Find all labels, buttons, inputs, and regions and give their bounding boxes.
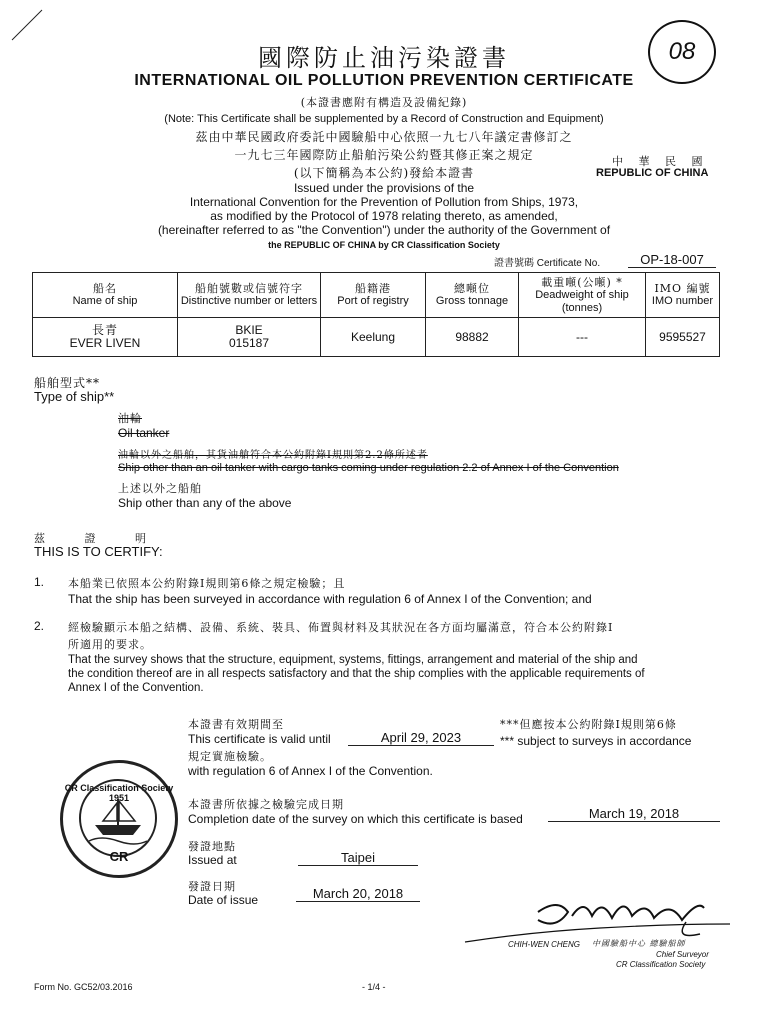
ship-type-oil-tanker-chinese: 油輪 [118, 412, 142, 425]
issued-at-value: Taipei [298, 850, 418, 866]
completion-date-value: March 19, 2018 [548, 806, 720, 822]
ship-type-other-english: Ship other than any of the above [118, 496, 292, 510]
issue-chinese-3: (以下簡稱為本公約)發給本證書 [293, 166, 475, 180]
note-chinese: (本證書應附有構造及設備紀錄) [300, 96, 468, 109]
item-2-number: 2. [34, 619, 45, 633]
item-1-chinese: 本船業已依照本公約附錄I規則第6條之規定檢驗；且 [68, 577, 346, 590]
page-number: - 1/4 - [362, 982, 386, 992]
title-english: INTERNATIONAL OIL POLLUTION PREVENTION CERTIFICATE [134, 72, 634, 89]
date-of-issue-value: March 20, 2018 [296, 886, 420, 902]
header-imo-number: IMO 編號 IMO number [646, 273, 720, 318]
issue-english-5: the REPUBLIC OF CHINA by CR Classification Society [268, 240, 500, 250]
ship-type-label-chinese: 船舶型式** [34, 376, 101, 390]
issue-english-3: as modified by the Protocol of 1978 relating thereto, as amended, [210, 209, 558, 223]
ship-type-other-chinese: 上述以外之船舶 [118, 482, 202, 495]
completion-date-chinese: 本證書所依據之檢驗完成日期 [188, 798, 344, 811]
ship-type-cargo-tanks-english: Ship other than an oil tanker with cargo tanks coming under regulation 2.2 of Annex I of the Convention [118, 462, 619, 474]
cell-imo: 9595527 [646, 318, 720, 357]
handwritten-number: 08 [668, 38, 696, 65]
header-name-of-ship: 船名 Name of ship [33, 273, 178, 318]
note-english: (Note: This Certificate shall be supplemented by a Record of Construction and Equipment) [164, 113, 604, 125]
form-number: Form No. GC52/03.2016 [34, 982, 133, 992]
ship-type-cargo-tanks-chinese: 油輪以外之船舶，其貨油艙符合本公約附錄I規則第2.2條所述者 [118, 450, 428, 461]
seal-center-text: CR [109, 849, 129, 864]
item-2-english-3: Annex I of the Convention. [68, 682, 204, 694]
ship-type-oil-tanker-english: Oil tanker [118, 426, 170, 440]
item-2-english-2: the condition thereof are in all respects satisfactory and that the ship complies with the applicable requirements of [68, 668, 645, 680]
signatory-title: Chief Surveyor [656, 950, 709, 959]
regulation-english: with regulation 6 of Annex I of the Convention. [188, 764, 433, 778]
issue-chinese-2: 一九七三年國際防止船舶污染公約暨其修正案之規定 [234, 148, 534, 162]
handwritten-number-circle [648, 20, 716, 84]
cell-ship-name: 長青 EVER LIVEN [33, 318, 178, 357]
valid-until-english: This certificate is valid until [188, 732, 331, 746]
signatory-org-chinese: 中國驗船中心 總驗船師 [592, 939, 686, 948]
ship-type-label-english: Type of ship** [34, 389, 115, 404]
classification-society-seal [60, 760, 178, 878]
cell-port: Keelung [321, 318, 426, 357]
certificate-number: OP-18-007 [628, 252, 716, 268]
issue-english-2: International Convention for the Prevention of Pollution from Ships, 1973, [189, 195, 579, 209]
regulation-chinese: 規定實施檢驗。 [188, 750, 272, 763]
subject-surveys-english: *** subject to surveys in accordance [500, 734, 692, 748]
subject-surveys-chinese: ***但應按本公約附錄I規則第6條 [500, 718, 677, 731]
header-distinctive-number: 船舶號數或信號符字 Distinctive number or letters [178, 273, 321, 318]
issue-english-1: Issued under the provisions of the [293, 181, 475, 195]
cell-signal-letters: BKIE 015187 [178, 318, 321, 357]
ship-particulars-table [32, 272, 720, 357]
header-port-of-registry: 船籍港 Port of registry [321, 273, 426, 318]
issued-at-english: Issued at [188, 853, 237, 867]
certify-title-chinese: 茲 證 明 [34, 532, 164, 545]
issue-chinese-1: 茲由中華民國政府委託中國驗船中心依照一九七八年議定書修訂之 [195, 130, 573, 144]
date-of-issue-english: Date of issue [188, 893, 259, 907]
signatory-name: CHIH-WEN CHENG [508, 940, 580, 949]
issued-at-chinese: 發證地點 [188, 840, 236, 853]
roc-english: REPUBLIC OF CHINA [596, 167, 709, 179]
issue-english-4: (hereinafter referred to as "the Convention") under the authority of the Government of [157, 223, 611, 237]
certificate-number-label: 證書號碼 Certificate No. [494, 258, 601, 269]
seal-ship-emblem [79, 779, 157, 857]
item-2-chinese-1: 經檢驗顯示本船之結構、設備、系統、裝具、佈置與材料及其狀況在各方面均屬滿意，符合本公約附錄I [68, 621, 614, 634]
valid-until-date: April 29, 2023 [348, 730, 494, 746]
pen-mark [8, 4, 48, 47]
title-chinese: 國際防止油污染證書 [258, 44, 510, 72]
item-2-english-1: That the survey shows that the structure, equipment, systems, fittings, arrangement and material of the ship and [68, 654, 638, 666]
certify-title-english: THIS IS TO CERTIFY: [34, 544, 163, 559]
seal-arc-text: CR Classification Society 1951 [64, 783, 174, 803]
cell-gross-tonnage: 98882 [426, 318, 519, 357]
item-1-number: 1. [34, 575, 45, 589]
header-deadweight: 載重噸(公噸) * Deadweight of ship (tonnes) [519, 273, 646, 318]
item-2-chinese-2: 所適用的要求。 [68, 638, 152, 651]
valid-until-chinese: 本證書有效期間至 [188, 718, 284, 731]
date-of-issue-chinese: 發證日期 [188, 880, 236, 893]
completion-date-english: Completion date of the survey on which this certificate is based [188, 812, 523, 826]
signatory-organization: CR Classification Society [616, 960, 706, 969]
item-1-english: That the ship has been surveyed in accordance with regulation 6 of Annex I of the Convention; and [68, 592, 592, 606]
header-gross-tonnage: 總噸位 Gross tonnage [426, 273, 519, 318]
roc-chinese: 中 華 民 國 [612, 155, 709, 168]
cell-deadweight: --- [519, 318, 646, 357]
